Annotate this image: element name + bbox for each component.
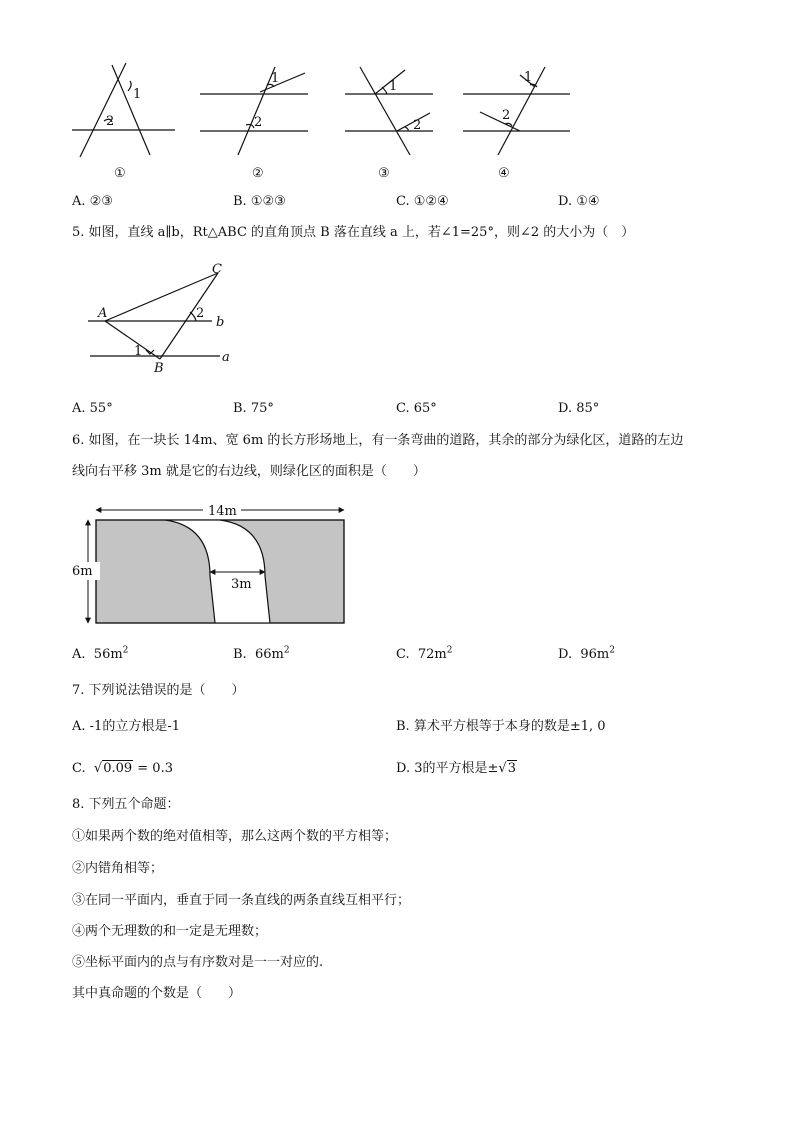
- sqrt-sign-icon: √: [93, 761, 103, 776]
- q4-fig2-label: ②: [252, 166, 264, 181]
- q4-fig4-label: ④: [498, 166, 510, 181]
- q8-item-3: ③在同一平面内，垂直于同一条直线的两条直线互相平行；: [72, 893, 411, 908]
- q7-option-c[interactable]: C. √0.09 = 0.3: [72, 761, 173, 776]
- q6-length-label: 14m: [208, 504, 237, 519]
- q4-fig2-angle1: 1: [271, 71, 280, 86]
- q6-figure: [60, 496, 360, 631]
- q5-option-d[interactable]: D. 85°: [558, 401, 600, 416]
- q4-option-c[interactable]: C. ①②④: [396, 194, 449, 209]
- q8-item-5: ⑤坐标平面内的点与有序数对是一一对应的.: [72, 955, 324, 970]
- q4-option-d[interactable]: D. ①④: [558, 194, 600, 209]
- q7-option-a[interactable]: A. -1的立方根是-1: [72, 719, 180, 734]
- q4-fig3-label: ③: [378, 166, 390, 181]
- q4-fig3-angle1: 1: [389, 79, 398, 94]
- q6-question-line2: 线向右平移 3m 就是它的右边线，则绿化区的面积是（ ）: [72, 464, 426, 479]
- q4-option-b[interactable]: B. ①②③: [233, 194, 286, 209]
- q8-item-1: ①如果两个数的绝对值相等，那么这两个数的平方相等；: [72, 829, 398, 844]
- q6-option-b[interactable]: B. $66m^2$: [233, 645, 290, 662]
- q4-fig1-label: ①: [114, 166, 126, 181]
- q4-fig4-angle2: 2: [502, 108, 511, 123]
- q6-shift-label: 3m: [231, 577, 252, 592]
- q8-item-2: ②内错角相等；: [72, 861, 164, 876]
- q6-option-c[interactable]: C. $72m^2$: [396, 645, 453, 662]
- q5-option-a[interactable]: A. 55°: [72, 401, 113, 416]
- q4-fig3-angle2: 2: [413, 118, 422, 133]
- q5-option-c[interactable]: C. 65°: [396, 401, 437, 416]
- q4-fig1-angle2: 2: [106, 114, 115, 129]
- q5-label-c: C: [212, 262, 222, 277]
- q4-fig4-angle1: 1: [524, 70, 533, 85]
- q4-option-a[interactable]: A. ②③: [72, 194, 113, 209]
- q5-label-a: A: [98, 306, 108, 321]
- q5-label-b-point: B: [154, 361, 164, 376]
- q6-question-line1: 6. 如图，在一块长 14m、宽 6m 的长方形场地上，有一条弯曲的道路，其余的部分为绿化区，道路的左边: [72, 433, 684, 448]
- q5-question: 5. 如图，直线 a∥b，Rt△ABC 的直角顶点 B 落在直线 a 上，若∠1=25°，则∠2 的大小为（ ）: [72, 225, 635, 240]
- q6-width-label: 6m: [72, 564, 93, 579]
- q4-figure-1: [72, 63, 175, 157]
- sqrt-sign-icon: √: [498, 761, 507, 776]
- q8-count-question: 其中真命题的个数是（ ）: [72, 986, 242, 1001]
- q4-fig2-angle2: 2: [254, 115, 263, 130]
- q5-option-b[interactable]: B. 75°: [233, 401, 274, 416]
- q6-option-d[interactable]: D. $96m^2$: [558, 645, 615, 662]
- q4-figures: [60, 55, 590, 190]
- q5-line-b: b: [216, 315, 225, 330]
- q4-figure-2: [200, 67, 308, 155]
- q4-figure-4: [463, 67, 570, 155]
- q5-angle-1: 1: [134, 344, 143, 359]
- q7-question: 7. 下列说法错误的是（ ）: [72, 683, 245, 698]
- q5-line-a: a: [222, 350, 230, 365]
- q8-item-4: ④两个无理数的和一定是无理数；: [72, 924, 268, 939]
- q5-angle-2: 2: [196, 306, 205, 321]
- q8-question: 8. 下列五个命题：: [72, 797, 180, 812]
- q7-option-d[interactable]: D. 3的平方根是±√3: [396, 761, 516, 776]
- q4-fig1-angle1: 1: [133, 87, 142, 102]
- q7-option-b[interactable]: B. 算术平方根等于本身的数是±1, 0: [396, 719, 606, 734]
- q5-figure: [80, 258, 240, 378]
- q6-option-a[interactable]: A. $56m^2$: [72, 645, 129, 662]
